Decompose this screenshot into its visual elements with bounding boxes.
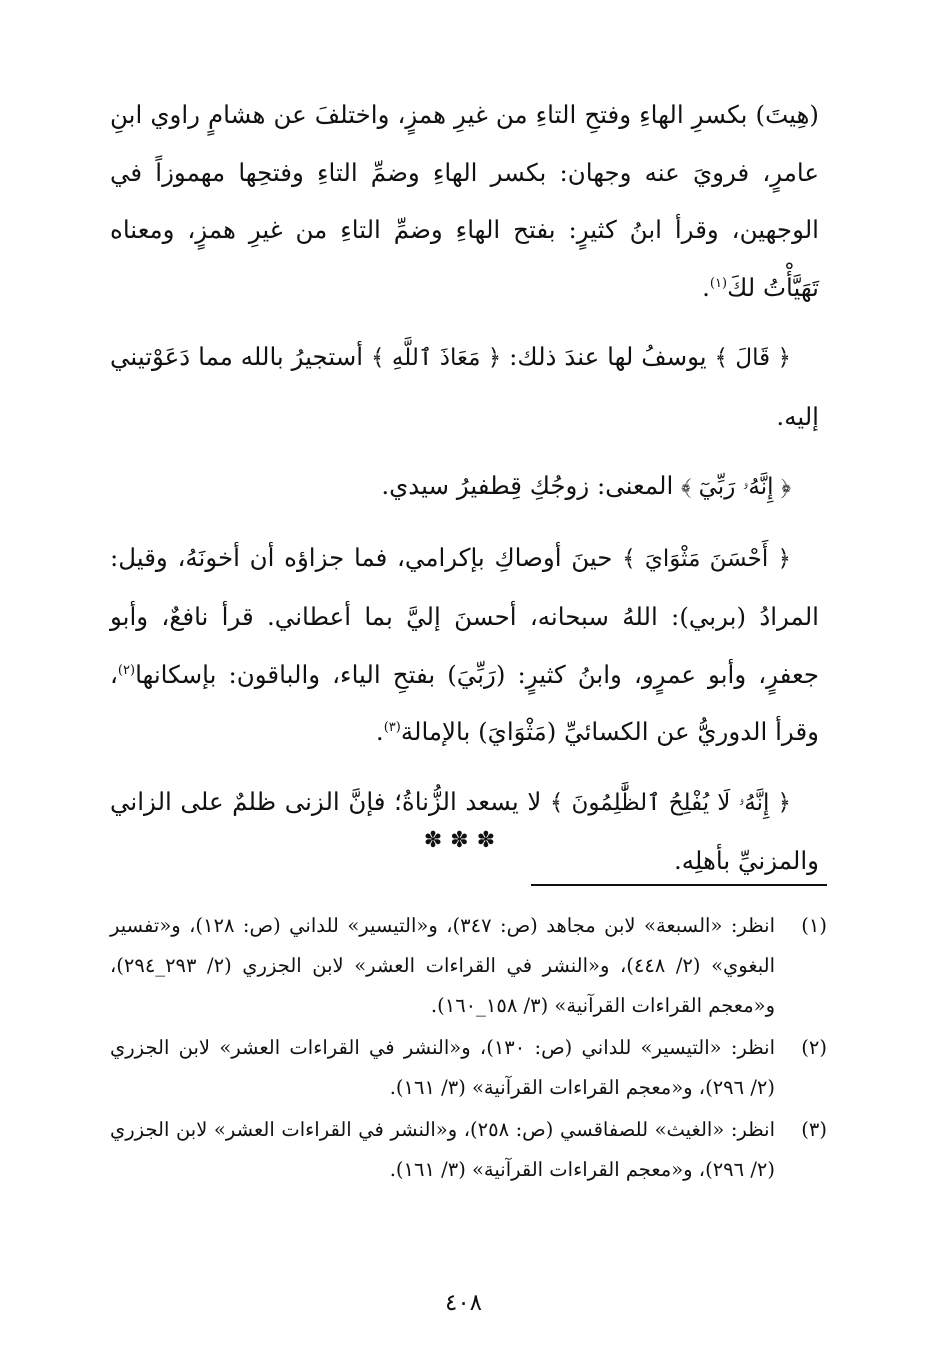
paragraph-end: . [702, 272, 710, 302]
footnote-ref-1: (١) [709, 275, 728, 291]
footnote-1 [110, 906, 827, 1026]
footnote-3 [110, 1110, 827, 1190]
quran-quote: ﴿ مَعَاذَ ٱللَّهِ ﴾ [370, 345, 502, 371]
footnote-text: انظر: «الغيث» للصفاقسي (ص: ٢٥٨)، و«النشر في القراءات العشر» لابن الجزري (٢/ ٢٩٦)، و«معجم القراءات القرآنية» (٣/ ١٦١). [110, 1118, 775, 1181]
footnote-2 [110, 1028, 827, 1108]
paragraph-text: ، وقرأ الدوريُّ عن الكسائيِّ (مَثْوَايَ) بالإمالة [110, 659, 819, 746]
quran-quote: ﴿ إِنَّهُۥ رَبِّيٓ ﴾ [681, 474, 791, 500]
footnote-text: انظر: «السبعة» لابن مجاهد (ص: ٣٤٧)، و«التيسير» للداني (ص: ١٢٨)، و«تفسير البغوي» (٢/ ٤٤٨)، و«النشر في القراءات العشر» لابن الجزري (٢/ ٢٩٣_٢٩٤)، و«معجم القراءات القرآنية» (٣/ ١٥٨_١٦٠). [110, 914, 775, 1017]
page-number: ٤٠٨ [444, 1290, 483, 1316]
paragraph-end: . [375, 717, 384, 746]
footnote-number: (١) [801, 914, 827, 937]
quran-quote: ﴿ إِنَّهُۥ لَا يُفْلِحُ ٱلظَّٰلِمُونَ ﴾ [549, 789, 792, 816]
quran-quote: ﴿ قَالَ ﴾ [714, 345, 791, 371]
section-separator: ✽✽✽ [423, 828, 504, 853]
paragraph-heita [110, 86, 819, 316]
footnote-number: (٣) [801, 1118, 827, 1141]
paragraph-text: لا يسعد الزُّناةُ؛ فإنَّ الزنى ظلمٌ على الزاني والمزنيِّ بأهلِه. [110, 786, 819, 875]
footnotes [110, 906, 827, 1192]
paragraph-text: حينَ أوصاكِ بإكرامي، فما جزاؤه أن أخونَهُ، وقيل: المرادُ (بربي): اللهُ سبحانه، أحسنَ إليَّ بما أعطاني. قرأ نافعٌ، وأبو جعفرٍ، وأبو عمرٍو، وابنُ كثيرٍ: (رَبِّيَ) بفتحِ الياء، والباقون: بإسكانها [110, 542, 819, 689]
paragraph-text: يوسفُ لها عندَ ذلك: [509, 342, 707, 371]
paragraph-text: (هِيتَ) بكسرِ الهاءِ وفتحِ التاءِ من غيرِ همزٍ، واختلفَ عن هشامٍ راوي ابنِ عامرٍ، فرويَ عنه وجهان: بكسر الهاءِ وضمِّ التاءِ وفتحِها مهموزاً في الوجهين، وقرأ ابنُ كثيرٍ: بفتح الهاءِ وضمِّ التاءِ من غيرِ همزٍ، ومعناه تَهَيَّأْتُ لكَ [110, 100, 819, 302]
footnote-divider [531, 884, 827, 886]
footnote-text: انظر: «التيسير» للداني (ص: ١٣٠)، و«النشر في القراءات العشر» لابن الجزري (٢/ ٢٩٦)، و«معجم القراءات القرآنية» (٣/ ١٦١). [110, 1036, 775, 1099]
paragraph-text: المعنى: زوجُكِ قِطفيرُ سيدي. [381, 471, 674, 500]
paragraph-ahsana-mathwaya [110, 529, 819, 761]
main-text [110, 86, 819, 902]
footnote-number: (٢) [801, 1036, 827, 1059]
paragraph-maadh-allah [110, 328, 819, 445]
footnote-ref-2: (٢) [117, 662, 136, 678]
paragraph-innahu-rabbi [110, 457, 819, 517]
footnote-ref-3: (٣) [383, 719, 401, 735]
paragraph-text: أستجيرُ بالله مما دَعَوْتيني إليه. [110, 342, 819, 431]
quran-quote: ﴿ أَحْسَنَ مَثْوَايَ ﴾ [622, 545, 791, 572]
